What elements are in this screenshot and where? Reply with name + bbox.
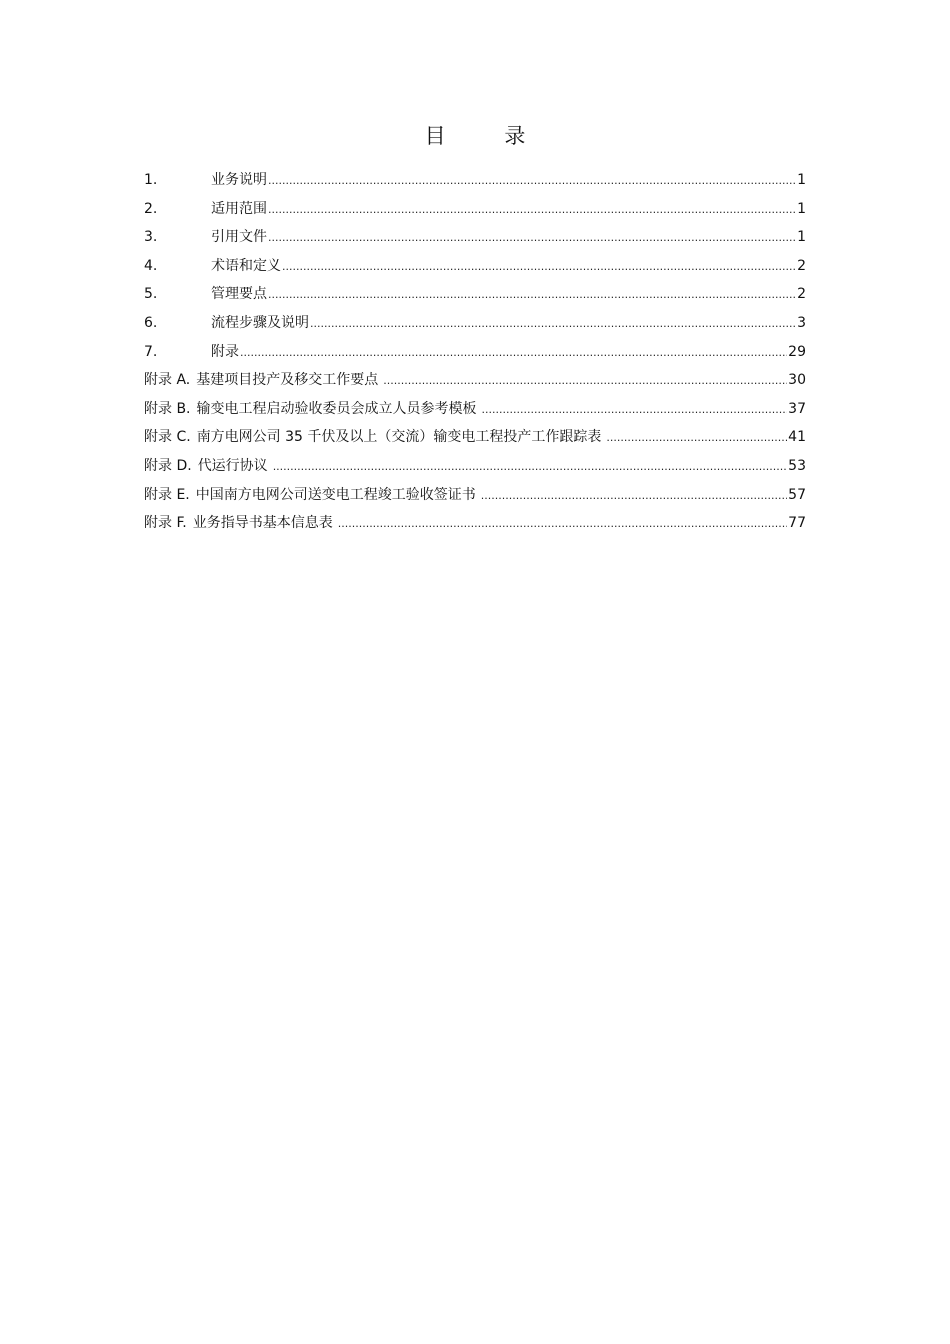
toc-appendix-prefix: 附录 D.: [144, 457, 192, 474]
toc-entry-4[interactable]: [144, 252, 806, 281]
toc-entry-label: 引用文件: [211, 229, 267, 246]
toc-entry-page: 2: [797, 257, 806, 274]
toc-appendix-d[interactable]: [144, 452, 806, 481]
toc-appendix-label: 代运行协议: [197, 457, 268, 474]
toc-appendix-prefix: 附录 F.: [144, 515, 187, 532]
toc-leader-dots: [268, 195, 796, 225]
toc-leader-dots: [338, 509, 787, 539]
toc-entry-label: 术语和定义: [211, 257, 281, 274]
toc-leader-dots: [310, 309, 796, 339]
toc-appendix-page: 37: [788, 400, 806, 417]
toc-leader-dots: [240, 338, 787, 368]
toc-leader-dots: [383, 366, 787, 396]
toc-entry-page: 1: [797, 229, 806, 246]
toc-appendix-prefix: 附录 A.: [144, 372, 191, 389]
toc-leader-dots: [606, 423, 787, 453]
toc-appendix-page: 30: [788, 372, 806, 389]
toc-entry-number: 2.: [144, 200, 158, 217]
toc-entry-label: 流程步骤及说明: [211, 314, 309, 331]
toc-appendix-label: 输变电工程启动验收委员会成立人员参考模板: [196, 400, 477, 417]
toc-leader-dots: [268, 280, 796, 310]
toc-leader-dots: [273, 452, 787, 482]
toc-entry-label: 适用范围: [211, 200, 267, 217]
toc-appendix-prefix: 附录 E.: [144, 486, 190, 503]
toc-appendix-page: 57: [788, 486, 806, 503]
toc-appendix-page: 77: [788, 515, 806, 532]
toc-entry-page: 2: [797, 286, 806, 303]
toc-entry-number: 7.: [144, 343, 158, 360]
toc-entry-page: 3: [797, 314, 806, 331]
toc-entry-number: 6.: [144, 314, 158, 331]
toc-appendix-label: 业务指导书基本信息表: [192, 515, 333, 532]
toc-entry-page: 29: [788, 343, 806, 360]
toc-appendix-label: 南方电网公司 35 千伏及以上（交流）输变电工程投产工作跟踪表: [196, 429, 602, 446]
toc-entry-page: 1: [797, 200, 806, 217]
toc-appendix-f[interactable]: [144, 509, 806, 538]
toc-entry-page: 1: [797, 172, 806, 188]
toc-entry-label: 附录: [211, 343, 239, 360]
toc-leader-dots: [268, 223, 796, 253]
toc-appendix-label: 中国南方电网公司送变电工程竣工验收签证书: [195, 486, 476, 503]
toc-entry-number: 1.: [144, 172, 158, 188]
toc-entry-label: 管理要点: [211, 286, 267, 303]
toc-entry-2[interactable]: [144, 195, 806, 224]
toc-leader-dots: [268, 166, 796, 196]
toc-entry-number: 3.: [144, 229, 158, 246]
toc-appendix-prefix: 附录 C.: [144, 429, 191, 446]
toc-appendix-e[interactable]: [144, 481, 806, 510]
toc-entry-1[interactable]: [144, 166, 806, 195]
toc-entry-number: 5.: [144, 286, 158, 303]
toc-appendix-c[interactable]: [144, 423, 806, 452]
toc-appendix-page: 53: [788, 457, 806, 474]
toc-entry-7[interactable]: [144, 338, 806, 367]
toc-entry-6[interactable]: [144, 309, 806, 338]
toc-entry-3[interactable]: [144, 223, 806, 252]
toc-appendix-label: 基建项目投产及移交工作要点: [196, 372, 379, 389]
toc-leader-dots: [481, 481, 787, 511]
toc-appendix-prefix: 附录 B.: [144, 400, 191, 417]
toc-entry-5[interactable]: [144, 280, 806, 309]
toc-leader-dots: [282, 252, 796, 282]
toc-appendix-b[interactable]: [144, 395, 806, 424]
toc-appendix-page: 41: [788, 429, 806, 446]
toc-title: 目 录: [424, 124, 552, 148]
toc-entry-number: 4.: [144, 257, 158, 274]
toc-appendix-a[interactable]: [144, 366, 806, 395]
toc-leader-dots: [482, 395, 788, 425]
table-of-contents: [144, 166, 806, 538]
toc-entry-label: 业务说明: [211, 172, 267, 188]
